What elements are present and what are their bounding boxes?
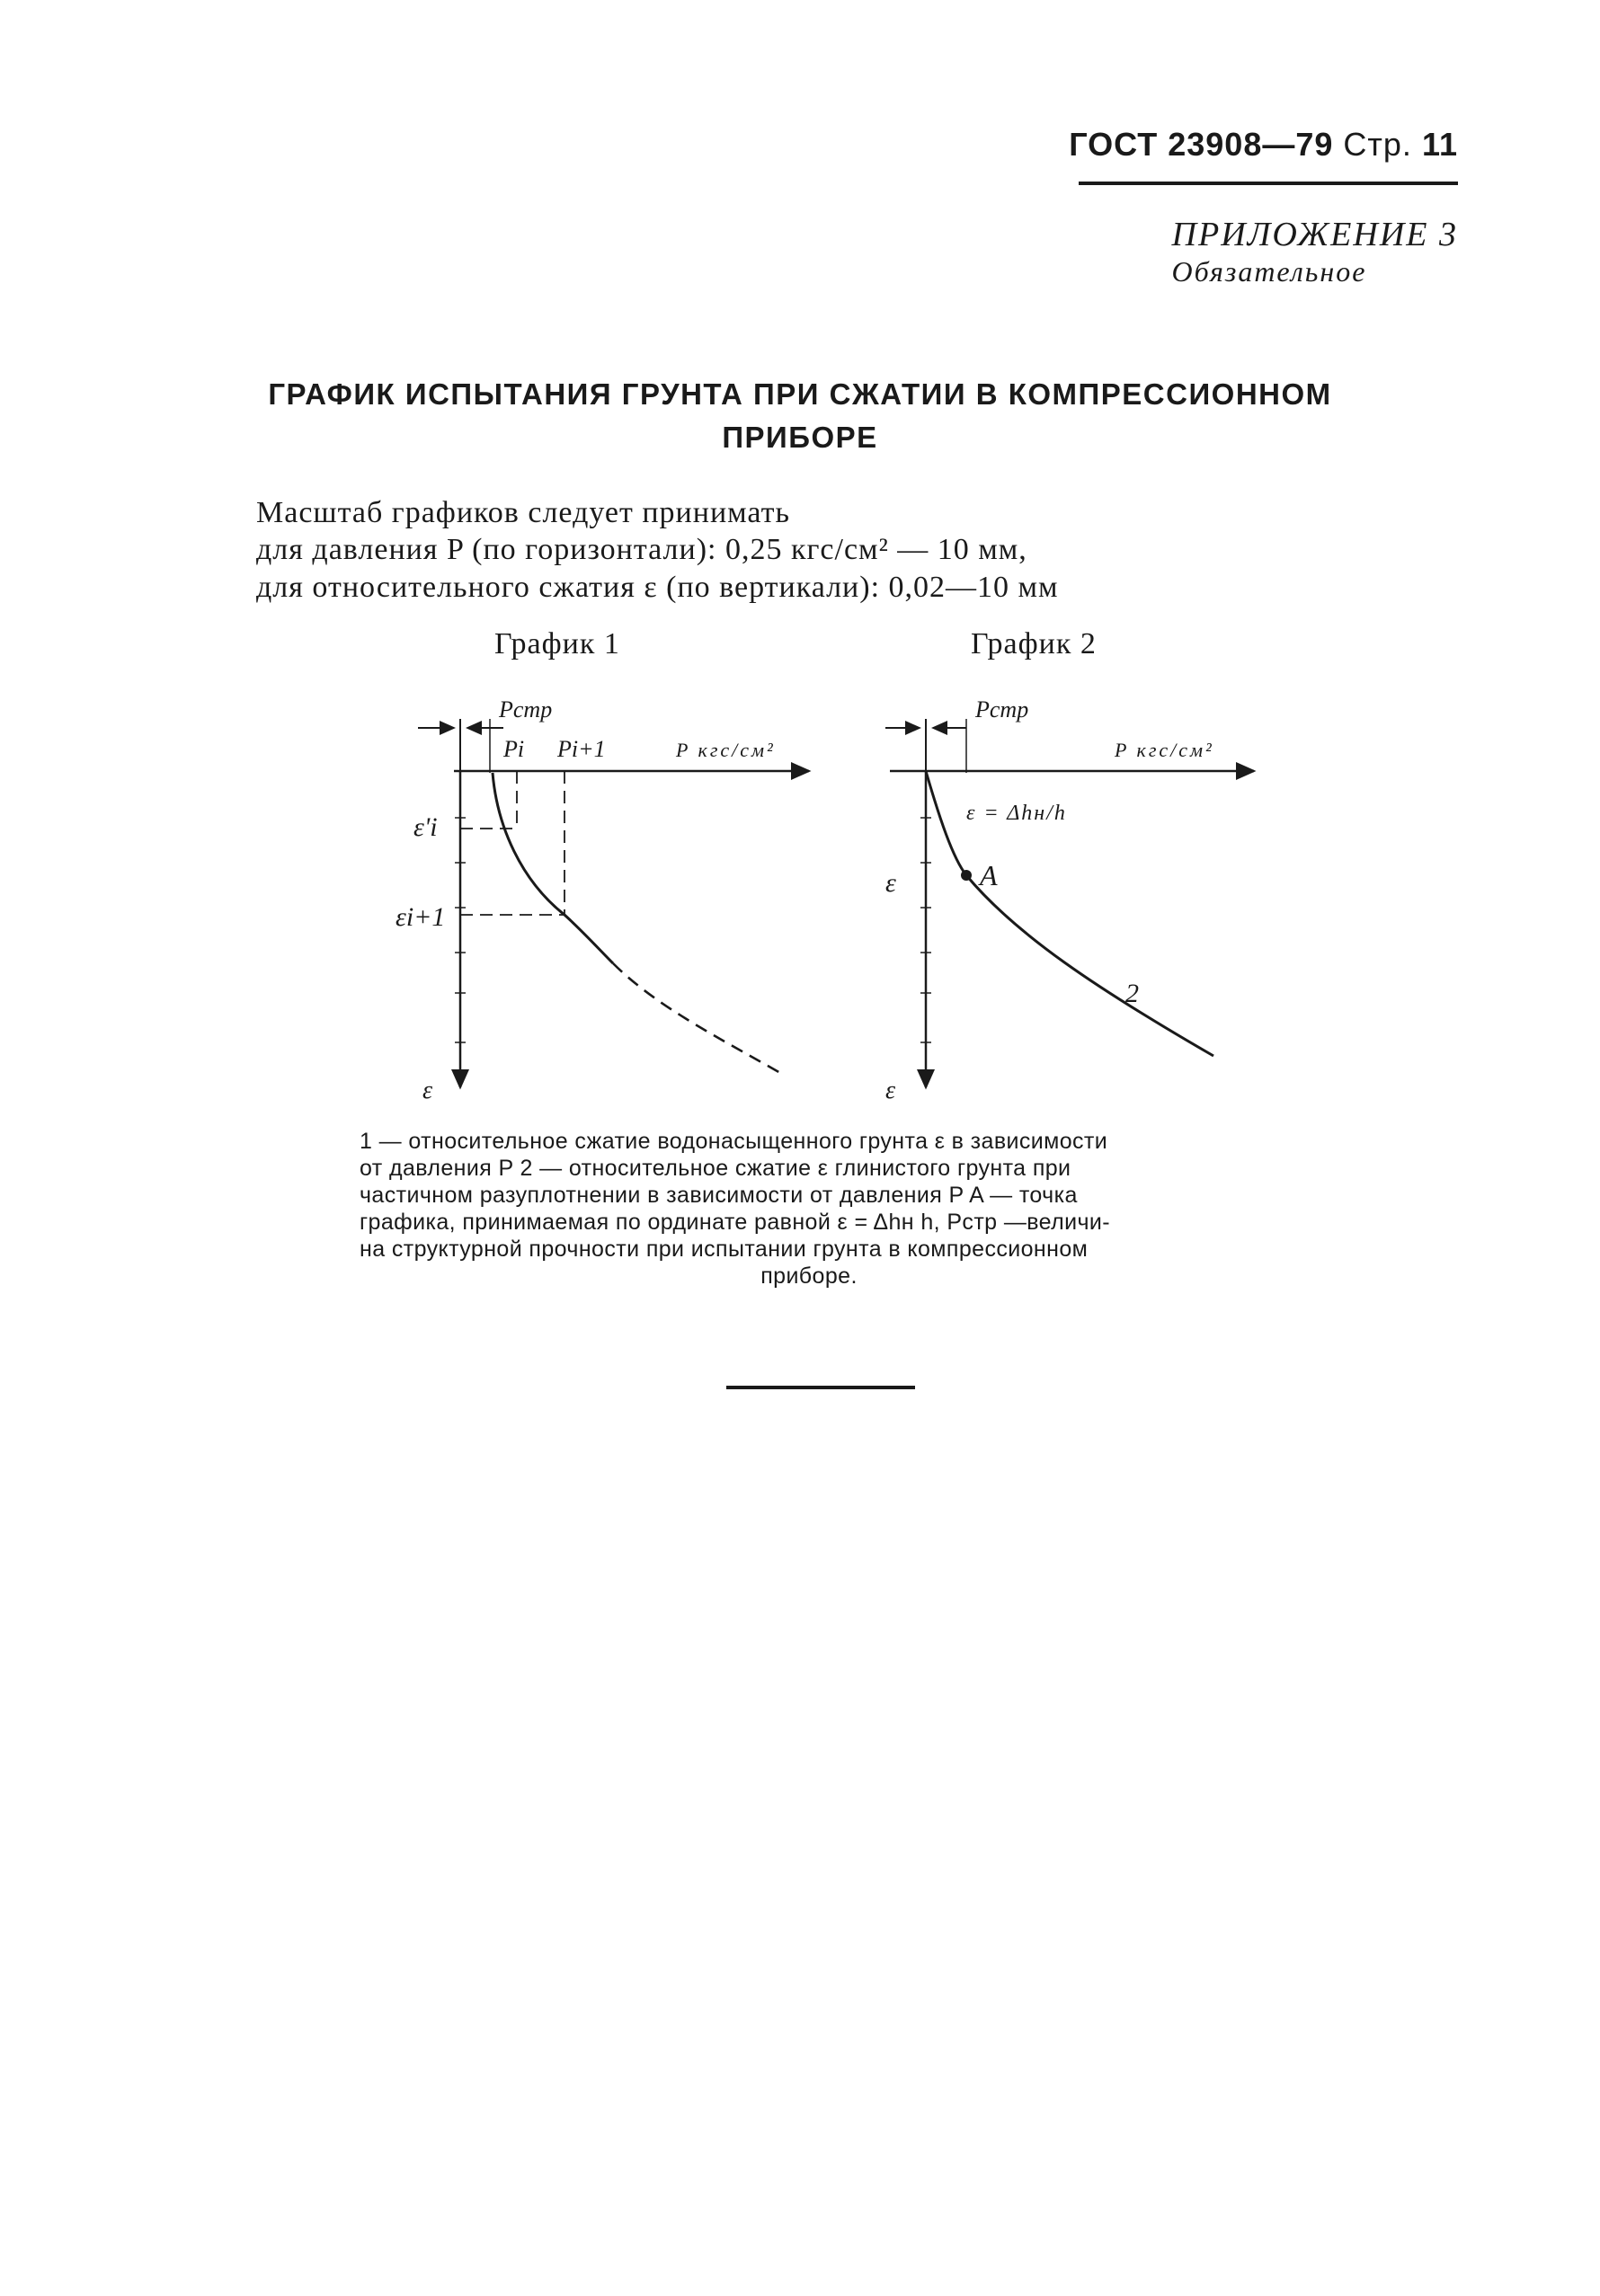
scale-paragraph — [256, 494, 1059, 606]
page-number: 11 — [1421, 126, 1458, 163]
g1-pi1-label: Pi+1 — [557, 736, 606, 762]
g1-axis-y-label: ε — [422, 1077, 433, 1104]
g2-point-a — [961, 870, 972, 881]
g2-point-a-label: A — [980, 859, 998, 891]
graph-2-label: График 2 — [971, 627, 1097, 660]
g2-curve-label: 2 — [1125, 979, 1139, 1008]
header-rule — [1079, 182, 1458, 185]
document-id: ГОСТ 23908—79 — [1069, 126, 1334, 163]
graph-2 — [885, 696, 1254, 1104]
title-line-2: ПРИБОРЕ — [722, 420, 878, 454]
caption-line-4: графика, принимаемая по ординате равной ε = Δhн h, Pстр —величи- — [360, 1210, 1110, 1235]
end-rule — [726, 1386, 915, 1389]
g2-eps-label: ε — [885, 868, 896, 898]
g1-pi-label: Pi — [503, 736, 525, 762]
g1-curve-solid — [493, 773, 613, 963]
g1-x-unit: P кгс/см² — [676, 739, 776, 761]
g2-formula: ε = Δhн/h — [966, 802, 1067, 825]
g1-curve-dashed — [613, 963, 782, 1074]
g2-pstr-label: Pстр — [975, 696, 1029, 722]
graphs-figure — [0, 683, 1600, 1114]
title-line-1: ГРАФИК ИСПЫТАНИЯ ГРУНТА ПРИ СЖАТИИ В КОМПРЕССИОННОМ — [268, 377, 1332, 411]
scale-line-2: для давления P (по горизонтали): 0,25 кгс/см² — 10 мм, — [256, 533, 1027, 567]
g1-pstr-label: Pстр — [499, 696, 553, 722]
scale-line-3: для относительного сжатия ε (по вертикали): 0,02—10 мм — [256, 570, 1059, 604]
figure-caption — [360, 1128, 1258, 1290]
scale-line-1: Масштаб графиков следует принимать — [256, 496, 791, 529]
caption-line-2: от давления P 2 — относительное сжатие ε глинистого грунта при — [360, 1156, 1071, 1181]
caption-line-1: 1 — относительное сжатие водонасыщенного грунта ε в зависимости — [360, 1129, 1108, 1154]
g1-eps-i-label: ε'i — [413, 812, 438, 842]
caption-line-3: частичном разуплотнении в зависимости от давления P A — точка — [360, 1183, 1078, 1208]
annex-title: ПРИЛОЖЕНИЕ 3 — [1171, 216, 1458, 253]
page-word: Стр. — [1343, 126, 1412, 163]
g1-eps-i1-label: εi+1 — [396, 902, 446, 932]
page-title — [234, 373, 1366, 459]
g2-x-unit: P кгс/см² — [1115, 739, 1214, 761]
caption-line-5: на структурной прочности при испытании грунта в компрессионном — [360, 1237, 1089, 1262]
page-header — [1069, 126, 1458, 164]
graph-1-label: График 1 — [494, 627, 620, 660]
annex-status: Обязательное — [1171, 254, 1367, 288]
g2-axis-y-label: ε — [885, 1077, 896, 1104]
annex-block — [1172, 216, 1458, 288]
graph-1 — [396, 696, 809, 1104]
caption-line-6: приборе. — [760, 1263, 858, 1289]
